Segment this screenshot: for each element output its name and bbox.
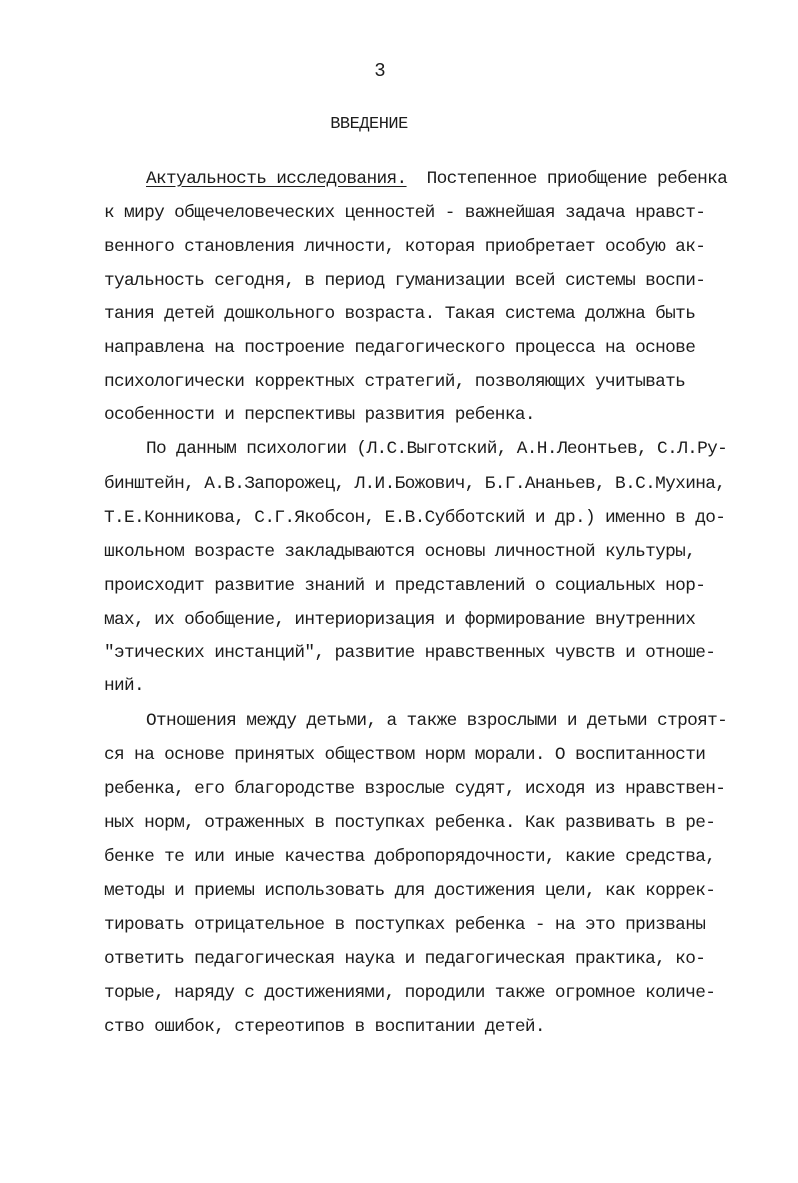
paragraph-line: тировать отрицательное в поступках ребенка - на это призваны	[104, 915, 706, 935]
paragraph-line: бинштейн, А.В.Запорожец, Л.И.Божович, Б.Г.Ананьев, В.С.Мухина,	[104, 474, 726, 494]
paragraph-line: особенности и перспективы развития ребенка.	[104, 405, 535, 425]
paragraph-line: тания детей дошкольного возраста. Такая система должна быть	[104, 304, 696, 324]
paragraph-line: к миру общечеловеческих ценностей - важнейшая задача нравст-	[104, 203, 706, 223]
paragraph-line: "этических инстанций", развитие нравственных чувств и отноше-	[104, 643, 716, 663]
paragraph-line: мах, их обобщение, интериоризация и формирование внутренних	[104, 610, 696, 630]
paragraph-line: ний.	[104, 676, 145, 696]
paragraph-line: венного становления личности, которая приобретает особую ак-	[104, 237, 706, 257]
paragraph-line: Отношения между детьми, а также взрослыми и детьми строят-	[146, 711, 728, 731]
paragraph-line: ство ошибок, стереотипов в воспитании детей.	[104, 1017, 545, 1037]
paragraph-line: направлена на построение педагогического процесса на основе	[104, 338, 696, 358]
paragraph-line: Т.Е.Конникова, С.Г.Якобсон, Е.В.Субботский и др.) именно в до-	[104, 508, 726, 528]
page-number: 3	[374, 60, 386, 82]
paragraph-line: ных норм, отраженных в поступках ребенка. Как развивать в ре-	[104, 813, 716, 833]
paragraph-text: Постепенное приобщение ребенка	[406, 169, 728, 189]
section-heading: ВВЕДЕНИЕ	[330, 115, 408, 134]
paragraph-line: торые, наряду с достижениями, породили также огромное количе-	[104, 983, 716, 1003]
paragraph-line: школьном возрасте закладываются основы личностной культуры,	[104, 542, 696, 562]
paragraph-line: происходит развитие знаний и представлений о социальных нор-	[104, 576, 706, 596]
paragraph-line: методы и приемы использовать для достижения цели, как коррек-	[104, 881, 716, 901]
paragraph-line: По данным психологии (Л.С.Выготский, А.Н.Леонтьев, С.Л.Ру-	[146, 439, 728, 459]
relevance-title: Актуальность исследования.	[146, 169, 407, 189]
paragraph-line	[146, 164, 727, 194]
paragraph-line: туальность сегодня, в период гуманизации всей системы воспи-	[104, 271, 706, 291]
paragraph-line: психологически корректных стратегий, позволяющих учитывать	[104, 372, 686, 392]
paragraph-line: ответить педагогическая наука и педагогическая практика, ко-	[104, 949, 706, 969]
paragraph-line: бенке те или иные качества добропорядочности, какие средства,	[104, 847, 716, 867]
paragraph-line: ребенка, его благородстве взрослые судят, исходя из нравствен-	[104, 779, 726, 799]
paragraph-line: ся на основе принятых обществом норм морали. О воспитанности	[104, 745, 706, 765]
